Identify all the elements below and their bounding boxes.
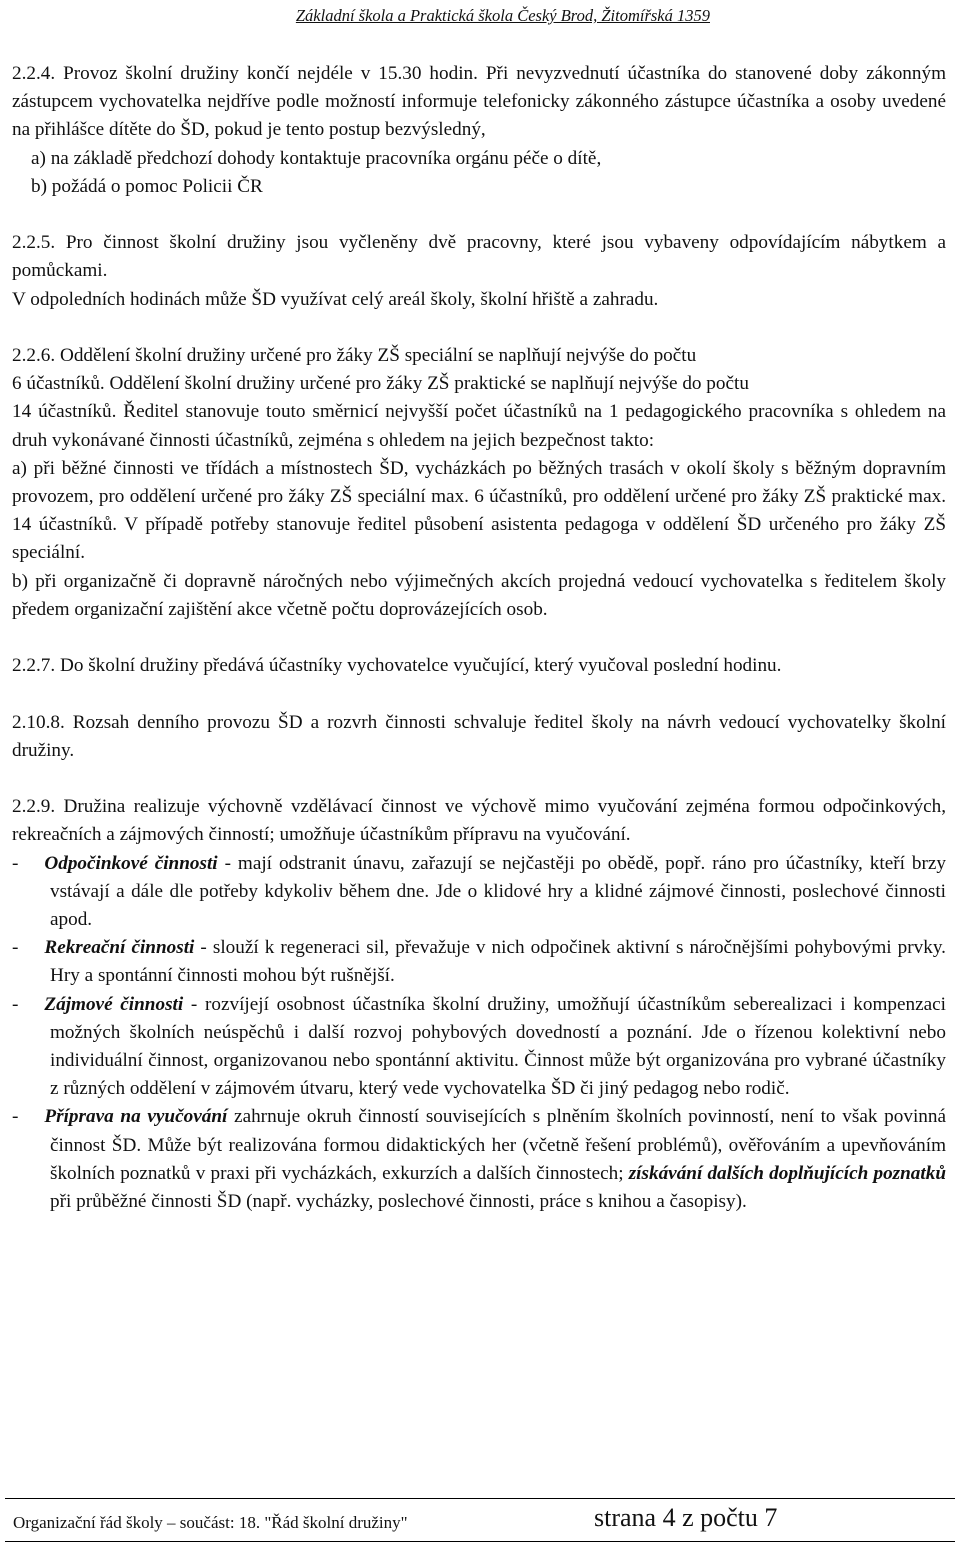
section-2-2-7-text: 2.2.7. Do školní družiny předává účastníky vychovatelce vyučující, který vyučoval poslední hodinu. [12, 655, 782, 677]
section-2-2-9 [12, 793, 946, 1216]
list-item-priprava [12, 1103, 946, 1216]
section-2-2-5-line1: 2.2.5. Pro činnost školní družiny jsou vyčleněny dvě pracovny, které jsou vybaveny odpovídajícím nábytkem a pomůckami. [12, 232, 946, 282]
section-2-2-6-item-b: b) při organizačně či dopravně náročných nebo výjimečných akcích projedná vedoucí vychovatelka s ředitelem školy předem organizační zajištění akce včetně počtu doprovázejících osob. [12, 570, 946, 620]
list-item-rekreacni [12, 934, 946, 990]
section-2-2-6-text: 14 účastníků. Ředitel stanovuje touto směrnicí nejvyšší počet účastníků na 1 pedagogického pracovníka s ohledem na druh vykonávané činnosti účastníků, zejména s ohledem na jejich bezpečnost takto: [12, 401, 946, 451]
term-zajmove: Zájmové činnosti [44, 993, 184, 1015]
page-number: strana 4 z počtu 7 [594, 1503, 778, 1532]
term-desc: zahrnuje okruh činností souvisejících s plněním školních povinností, není to však povinná činnost ŠD. Může být realizována formou didaktických her (včetně řešení problémů), ověřováním a upevňováním školních poznatků v praxi při vycházkách, exkurzích a dalších činnostech; [50, 1106, 946, 1184]
term-priprava: Příprava na vyučování [44, 1106, 228, 1128]
section-2-2-4-text: 2.2.4. Provoz školní družiny končí nejdéle v 15.30 hodin. Při nevyzvednutí účastníka do stanovené doby zákonným zástupcem vychovatelka nejdříve podle možností informuje telefonicky zákonného zástupce účastníka a osoby uvedené na přihlášce dítěte do ŠD, pokud je tento postup bezvýsledný, [12, 63, 946, 141]
footer-document-title: Organizační řád školy – součást: 18. "Řád školní družiny" [13, 1513, 408, 1532]
page-footer [5, 1498, 955, 1542]
section-2-2-5-line2: V odpoledních hodinách může ŠD využívat celý areál školy, školní hřiště a zahradu. [12, 288, 659, 310]
term-desc: - mají odstranit únavu, zařazují se nejčastěji po obědě, popř. ráno pro účastníky, kteří brzy vstávají a dále dle potřeby kdykoliv během dne. Jde o klidové hry a klidné zájmové činnosti, poslechové činnosti apod. [50, 852, 946, 931]
section-2-10-8-text: 2.10.8. Rozsah denního provozu ŠD a rozvrh činnosti schvaluje ředitel školy na návrh vedoucí vychovatelky školní družiny. [12, 711, 946, 761]
list-dash: - [12, 852, 19, 874]
section-2-2-9-text: 2.2.9. Družina realizuje výchovně vzdělávací činnost ve výchově mimo vyučování zejména formou odpočinkových, rekreačních a zájmových činností; umožňuje účastníkům přípravu na vyučování. [12, 796, 946, 846]
term-desc: - rozvíjejí osobnost účastníka školní družiny, umožňují účastníkům seberealizaci i kompenzaci možných školních neúspěchů i další rozvoj pohybových dovedností a poznání. Jde o řízenou kolektivní nebo individuální činnost, organizovanou nebo spontánní aktivitu. Činnost může být organizována pro vybrané účastníky z různých oddělení v zájmovém útvaru, který vede vychovatelka ŠD či jiný pedagog nebo rodič. [50, 993, 946, 1100]
page-header [0, 0, 960, 34]
list-dash: - [12, 937, 19, 959]
term-odpocinkove: Odpočinkové činnosti [44, 852, 218, 874]
term-desc: - slouží k regeneraci sil, převažuje v nich odpočinek aktivní s náročnějšími pohybovými prvky. Hry a spontánní činnosti mohou být rušnější. [50, 937, 946, 987]
term-ziskavani: získávání dalších doplňujících poznatků [628, 1162, 946, 1184]
school-header: Základní škola a Praktická škola Český Brod, Žitomířská 1359 [295, 6, 710, 25]
section-2-2-4-item-b: b) požádá o pomoc Policii ČR [31, 175, 263, 197]
section-2-2-6-line2: 6 účastníků. Oddělení školní družiny určené pro žáky ZŠ praktické se naplňují nejvýše do počtu [12, 373, 749, 395]
section-2-2-6-line1: 2.2.6. Oddělení školní družiny určené pro žáky ZŠ speciální se naplňují nejvýše do počtu [12, 345, 697, 366]
list-item-odpocinkove [12, 850, 946, 935]
term-desc-2: při průběžné činnosti ŠD (např. vycházky, poslechové činnosti, práce s knihou a časopisy). [50, 1191, 747, 1213]
section-2-2-6-item-a: a) při běžné činnosti ve třídách a místnostech ŠD, vycházkách po běžných trasách v okolí školy s běžným dopravním provozem, pro oddělení určené pro žáky ZŠ speciální max. 6 účastníků, pro oddělení určené pro žáky ZŠ praktické max. 14 účastníků. V případě potřeby stanovuje ředitel působení asistenta pedagoga v oddělení ŠD určeného pro žáky ZŠ speciální. [12, 457, 946, 564]
section-2-2-6 [12, 342, 946, 624]
section-2-10-8 [12, 709, 946, 765]
list-dash: - [12, 1106, 19, 1128]
section-2-2-5 [12, 229, 946, 314]
list-item-zajmove [12, 991, 946, 1104]
term-rekreacni: Rekreační činnosti [44, 937, 195, 959]
list-dash: - [12, 993, 19, 1015]
document-body [12, 60, 946, 1216]
section-2-2-4-item-a: a) na základě předchozí dohody kontaktuje pracovníka orgánu péče o dítě, [31, 147, 602, 169]
section-2-2-7 [12, 652, 946, 680]
section-2-2-4 [12, 60, 946, 201]
